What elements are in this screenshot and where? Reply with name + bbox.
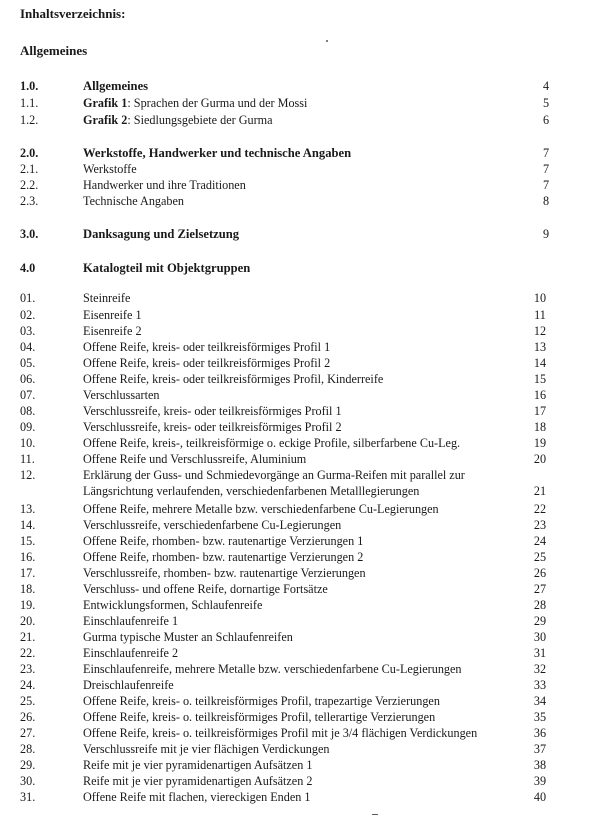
toc-number: 17. [20, 566, 36, 580]
toc-entry-text: Verschlussreife, rhomben- bzw. rautenartige Verzierungen [83, 566, 366, 580]
toc-entry-text: Offene Reife, mehrere Metalle bzw. verschiedenfarbene Cu-Legierungen [83, 502, 439, 516]
toc-number: 15. [20, 534, 36, 548]
toc-entry-text: Allgemeines [83, 79, 149, 93]
catalog-row [0, 292, 600, 308]
toc-page-number: 10 [533, 291, 547, 305]
toc-page-number: 29 [533, 614, 547, 628]
toc-entry-text: Offene Reife und Verschlussreife, Aluminium [83, 452, 307, 466]
catalog-row [0, 759, 600, 775]
toc-entry-text: Dreischlaufenreife [83, 678, 174, 692]
toc-page-number: 21 [533, 484, 547, 498]
catalog-row [0, 325, 600, 341]
catalog-row [0, 727, 600, 743]
toc-number: 01. [20, 291, 36, 305]
toc-entry-text: Einschlaufenreife 1 [83, 614, 179, 628]
catalog-row [0, 599, 600, 615]
toc-page-number: 35 [533, 710, 547, 724]
catalog-row [0, 583, 600, 599]
toc-number: 05. [20, 356, 36, 370]
toc-page-number: 17 [533, 404, 547, 418]
toc-entry-rest: : Sprachen der Gurma und der Mossi [127, 96, 308, 110]
toc-entry-text: Werkstoffe, Handwerker und technische Angaben [83, 146, 352, 160]
catalog-row [0, 695, 600, 711]
toc-entry-text [83, 97, 307, 109]
toc-number: 2.2. [20, 178, 39, 192]
sections-row [0, 179, 600, 195]
toc-number: 1.2. [20, 113, 39, 127]
toc-entry-text: Reife mit je vier pyramidenartigen Aufsätzen 2 [83, 774, 313, 788]
catalog-row [0, 421, 600, 437]
toc-entry-text: Technische Angaben [83, 194, 185, 208]
catalog-row [0, 405, 600, 421]
toc-number: 1.0. [20, 79, 39, 93]
toc-entry-text: Einschlaufenreife, mehrere Metalle bzw. verschiedenfarbene Cu-Legierungen [83, 662, 462, 676]
toc-entry-text: Offene Reife, rhomben- bzw. rautenartige Verzierungen 2 [83, 550, 364, 564]
catalog-row [0, 535, 600, 551]
toc-entry-text: Offene Reife, kreis- o. teilkreisförmiges Profil, tellerartige Verzierungen [83, 710, 436, 724]
sections-row [0, 163, 600, 179]
toc-page-number: 32 [533, 662, 547, 676]
toc-entry-text: Danksagung und Zielsetzung [83, 227, 240, 241]
toc-page-number: 20 [533, 452, 547, 466]
catalog-row [0, 663, 600, 679]
toc-page-number: 23 [533, 518, 547, 532]
toc-entry-text: Eisenreife 1 [83, 308, 142, 322]
toc-page-number: 26 [533, 566, 547, 580]
toc-page-number: 39 [533, 774, 547, 788]
catalog-row [0, 503, 600, 519]
toc-number: 18. [20, 582, 36, 596]
toc-number: 31. [20, 790, 36, 804]
catalog-row [0, 615, 600, 631]
toc-page-number: 14 [533, 356, 547, 370]
toc-page-number: 40 [533, 790, 547, 804]
toc-number: 28. [20, 742, 36, 756]
toc-number: 2.3. [20, 194, 39, 208]
toc-number: 14. [20, 518, 36, 532]
toc-page-number: 19 [533, 436, 547, 450]
toc-number: 10. [20, 436, 36, 450]
toc-entry-text: Offene Reife, rhomben- bzw. rautenartige Verzierungen 1 [83, 534, 364, 548]
sections-row [0, 147, 600, 163]
toc-page-number: 7 [542, 146, 550, 160]
toc-number: 11. [20, 452, 35, 466]
catalog-row [0, 468, 600, 498]
scan-speck [326, 40, 328, 42]
toc-page-number: 9 [542, 227, 550, 241]
toc-number: 27. [20, 726, 36, 740]
catalog-row [0, 647, 600, 663]
catalog-row [0, 341, 600, 357]
toc-page-number: 12 [533, 324, 547, 338]
catalog-row [0, 551, 600, 567]
toc-entry-text: Verschlussarten [83, 388, 160, 402]
toc-entry-text: Verschlussreife mit je vier flächigen Verdickungen [83, 742, 330, 756]
section-heading: Allgemeines [20, 43, 88, 58]
toc-number: 3.0. [20, 227, 39, 241]
toc-number: 4.0 [20, 261, 36, 275]
toc-entry-text: Offene Reife, kreis- o. teilkreisförmiges Profil, trapezartige Verzierungen [83, 694, 440, 708]
toc-number: 03. [20, 324, 36, 338]
catalog-row [0, 357, 600, 373]
toc-number: 09. [20, 420, 36, 434]
toc-number: 06. [20, 372, 36, 386]
toc-number: 16. [20, 550, 36, 564]
toc-page-number: 6 [542, 113, 550, 127]
toc-entry-text: Offene Reife mit flachen, viereckigen Enden 1 [83, 790, 311, 804]
toc-number: 29. [20, 758, 36, 772]
toc-page-number: 15 [533, 372, 547, 386]
toc-page-number: 34 [533, 694, 547, 708]
catalog-row [0, 711, 600, 727]
toc-page-number: 37 [533, 742, 547, 756]
toc-entry-text: Einschlaufenreife 2 [83, 646, 179, 660]
page-title: Inhaltsverzeichnis: [20, 6, 126, 21]
toc-entry-text: Werkstoffe [83, 162, 137, 176]
toc-number: 26. [20, 710, 36, 724]
toc-page-number: 27 [533, 582, 547, 596]
toc-page-number: 25 [533, 550, 547, 564]
toc-number: 02. [20, 308, 36, 322]
toc-entry-text: Erklärung der Guss- und Schmiedevorgänge an Gurma-Reifen mit parallel zur [83, 468, 465, 482]
toc-number: 07. [20, 388, 36, 402]
toc-number: 23. [20, 662, 36, 676]
toc-entry-text: Steinreife [83, 291, 131, 305]
catalog-row [0, 567, 600, 583]
toc-number: 24. [20, 678, 36, 692]
toc-page-number: 7 [542, 178, 550, 192]
toc-page-number: 4 [542, 79, 550, 93]
sections-row [0, 262, 600, 278]
toc-entry-lead: Grafik 1 [83, 96, 128, 110]
catalog-row [0, 631, 600, 647]
toc-entry-text: Gurma typische Muster an Schlaufenreifen [83, 630, 293, 644]
toc-number: 1.1. [20, 96, 39, 110]
sections-row [0, 97, 600, 113]
scan-speck [372, 814, 378, 815]
toc-entry-text: Offene Reife, kreis- o. teilkreisförmiges Profil mit je 3/4 flächigen Verdickungen [83, 726, 478, 740]
toc-page-number: 16 [533, 388, 547, 402]
toc-page-number: 11 [534, 308, 546, 322]
catalog-row [0, 453, 600, 469]
toc-entry-text: Verschlussreife, kreis- oder teilkreisförmiges Profil 2 [83, 420, 342, 434]
toc-number: 21. [20, 630, 36, 644]
toc-page-number: 31 [533, 646, 547, 660]
toc-page-number: 22 [533, 502, 547, 516]
toc-page-number: 33 [533, 678, 547, 692]
catalog-row [0, 791, 600, 807]
toc-page-number: 13 [533, 340, 547, 354]
toc-page-number: 5 [542, 96, 550, 110]
toc-entry-text: Offene Reife, kreis-, teilkreisförmige o. eckige Profile, silberfarbene Cu-Leg. [83, 436, 461, 450]
sections-row [0, 114, 600, 130]
toc-number: 04. [20, 340, 36, 354]
toc-number: 13. [20, 502, 36, 516]
toc-entry-text: Handwerker und ihre Traditionen [83, 178, 246, 192]
catalog-row [0, 389, 600, 405]
toc-entry-text: Reife mit je vier pyramidenartigen Aufsätzen 1 [83, 758, 313, 772]
toc-page-number: 24 [533, 534, 547, 548]
sections-row [0, 195, 600, 211]
toc-page-number: 18 [533, 420, 547, 434]
toc-page-number: 8 [542, 194, 550, 208]
toc-number: 20. [20, 614, 36, 628]
toc-entry-text [83, 114, 273, 126]
toc-entry-rest: : Siedlungsgebiete der Gurma [127, 113, 273, 127]
toc-entry-lead: Grafik 2 [83, 113, 128, 127]
toc-entry-text: Offene Reife, kreis- oder teilkreisförmiges Profil, Kinderreife [83, 372, 384, 386]
catalog-row [0, 309, 600, 325]
toc-number: 2.1. [20, 162, 39, 176]
toc-entry-text: Verschlussreife, kreis- oder teilkreisförmiges Profil 1 [83, 404, 342, 418]
catalog-row [0, 775, 600, 791]
sections-row [0, 80, 600, 96]
toc-page-number: 7 [542, 162, 550, 176]
catalog-row [0, 373, 600, 389]
toc-number: 2.0. [20, 146, 39, 160]
toc-number: 12. [20, 468, 36, 482]
catalog-row [0, 679, 600, 695]
toc-number: 25. [20, 694, 36, 708]
toc-entry-text: Offene Reife, kreis- oder teilkreisförmiges Profil 2 [83, 356, 331, 370]
toc-entry-text: Verschluss- und offene Reife, dornartige Fortsätze [83, 582, 328, 596]
toc-page-number: 30 [533, 630, 547, 644]
toc-number: 08. [20, 404, 36, 418]
toc-entry-text: Verschlussreife, verschiedenfarbene Cu-Legierungen [83, 518, 342, 532]
toc-page-number: 36 [533, 726, 547, 740]
toc-number: 30. [20, 774, 36, 788]
catalog-row [0, 743, 600, 759]
sections-row [0, 228, 600, 244]
toc-page-number: 28 [533, 598, 547, 612]
toc-entry-text: Eisenreife 2 [83, 324, 142, 338]
toc-entry-text: Offene Reife, kreis- oder teilkreisförmiges Profil 1 [83, 340, 331, 354]
toc-entry-text: Entwicklungsformen, Schlaufenreife [83, 598, 263, 612]
toc-entry-text: Katalogteil mit Objektgruppen [83, 261, 251, 275]
toc-number: 22. [20, 646, 36, 660]
catalog-row [0, 437, 600, 453]
toc-number: 19. [20, 598, 36, 612]
toc-page-number: 38 [533, 758, 547, 772]
toc-entry-continuation: Längsrichtung verlaufenden, verschiedenfarbenen Metalllegierungen [83, 484, 420, 498]
catalog-row [0, 519, 600, 535]
